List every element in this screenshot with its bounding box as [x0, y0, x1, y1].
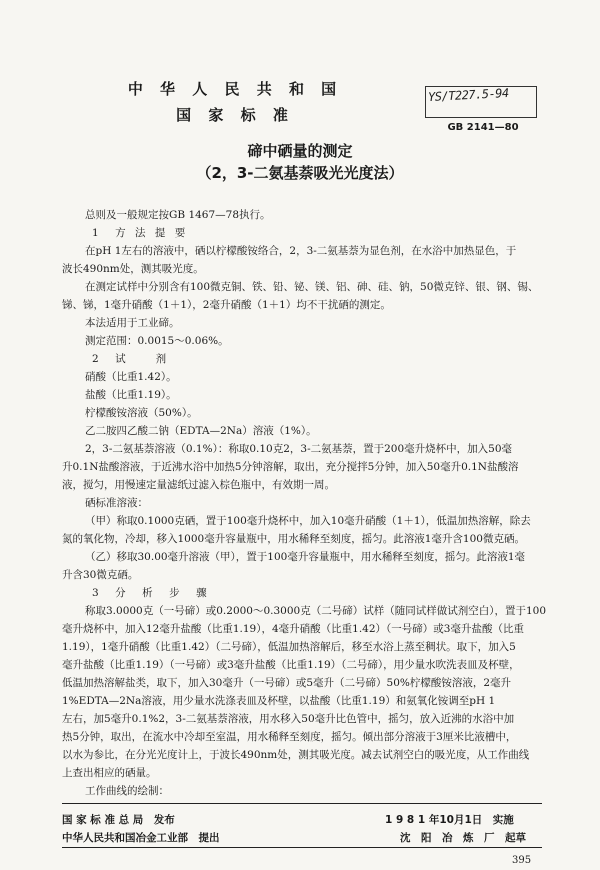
reagent-item: 硝酸（比重1.42）。 — [85, 371, 177, 383]
footer-implement-date: 1 9 8 1 年10月1日 实施 — [385, 814, 514, 826]
body-line: 1.19），1毫升硝酸（比重1.42）（二号碲），低温加热溶解后，移至水浴上蒸至稠状。取下，加入5 — [62, 641, 516, 653]
reagent-item: 乙二胺四乙酸二钠（EDTA—2Na）溶液（1%）。 — [85, 425, 317, 437]
body-line: 毫升烧杯中，加入12毫升盐酸（比重1.19），4毫升硝酸（比重1.42）（一号碲）或3毫升盐酸（比重 — [62, 623, 524, 635]
body-line: 左右，加5毫升0.1%2，3-二氨基萘溶液，用水移入50毫升比色管中，摇匀，放入近沸的水浴中加 — [62, 713, 515, 725]
handwritten-standard-code: YS/T227.5-94 — [427, 85, 510, 105]
footer-rule-top — [62, 803, 542, 804]
section-heading-method-summary: 1 方 法 提 要 — [92, 227, 189, 239]
document-subtitle: （2，3-二氨基萘吸光光度法） — [196, 164, 404, 182]
reagent-item: 2，3-二氨基萘溶液（0.1%）：称取0.10克2，3-二氨基萘，置于200毫升烧杯中，加入50毫 — [85, 443, 513, 455]
body-line: 1%EDTA—2Na溶液，用少量水洗涤表皿及杯壁，以盐酸（比重1.19）和氨氧化铵调至pH 1 — [62, 695, 496, 707]
gb-standard-number: GB 2141—80 — [447, 122, 519, 133]
general-rule-line: 总则及一般规定按GB 1467—78执行。 — [85, 209, 271, 221]
body-line: 氮的氧化物，冷却，移入1000毫升容量瓶中，用水稀释至刻度，摇匀。此溶液1毫升含100微克硒。 — [62, 533, 525, 545]
body-line: 升0.1N盐酸溶液，于近沸水浴中加热5分钟溶解，取出，充分搅拌5分钟，加入50毫升0.1N盐酸溶 — [62, 461, 519, 473]
section-heading-procedure: 3 分 析 步 骤 — [92, 587, 210, 599]
measurement-range: 测定范围：0.0015～0.06%。 — [85, 335, 229, 347]
page-number: 395 — [512, 855, 532, 866]
document-title: 碲中硒量的测定 — [247, 142, 353, 160]
body-line: 工作曲线的绘制： — [85, 785, 169, 797]
body-line: 在pH 1左右的溶液中，硒以柠檬酸铵络合，2，3-二氨基萘为显色剂，在水浴中加热显色，于 — [85, 245, 517, 257]
reagent-item: 硒标准溶液： — [85, 497, 148, 509]
body-line: 称取3.0000克（一号碲）或0.2000～0.3000克（二号碲）试样（随同试样做试剂空白），置于100 — [85, 605, 547, 617]
body-line: 热5分钟，取出，在流水中冷却至室温，用水稀释至刻度，摇匀。倾出部分溶液于3厘米比液槽中， — [62, 731, 517, 743]
footer-proposer: 中华人民共和国冶金工业部 提出 — [62, 832, 220, 844]
body-line: （甲）称取0.1000克硒，置于100毫升烧杯中，加入10毫升硝酸（1＋1），低温加热溶解，除去 — [85, 515, 531, 527]
body-line: 上查出相应的硒量。 — [62, 767, 157, 779]
section-heading-reagents: 2 试 剂 — [92, 353, 170, 365]
body-line: （乙）移取30.00毫升溶液（甲），置于100毫升容量瓶中，用水稀释至刻度，摇匀。此溶液1毫 — [85, 551, 526, 563]
body-line: 本法适用于工业碲。 — [85, 317, 180, 329]
header-standard-type: 国 家 标 准 — [176, 106, 294, 124]
header-country: 中 华 人 民 共 和 国 — [127, 80, 343, 98]
reagent-item: 盐酸（比重1.19）。 — [85, 389, 177, 401]
body-line: 波长490nm处，测其吸光度。 — [62, 263, 204, 275]
body-line: 升含30微克硒。 — [62, 569, 139, 581]
body-line: 毫升盐酸（比重1.19）（一号碲）或3毫升盐酸（比重1.19）（二号碲），用少量水吹洗表皿及杯壁， — [62, 659, 520, 671]
body-line: 以水为参比，在分光光度计上，于波长490nm处，测其吸光度。减去试剂空白的吸光度，从工作曲线 — [62, 749, 530, 761]
body-line: 液，搅匀，用慢速定量滤纸过滤入棕色瓶中，有效期一周。 — [62, 479, 335, 491]
body-line: 在测定试样中分别含有100微克铜、铁、铅、铋、镁、铝、砷、硅、钠，50微克锌、银、钢、锡、 — [85, 281, 539, 293]
footer-drafter: 沈 阳 冶 炼 厂 起草 — [400, 832, 526, 844]
footer-rule-bottom — [62, 847, 542, 848]
body-line: 低温加热溶解盐类，取下，加入30毫升（一号碲）或5毫升（二号碲）50%柠檬酸铵溶液，2毫升 — [62, 677, 512, 689]
footer-publisher: 国 家 标 准 总 局 发布 — [62, 814, 175, 826]
body-line: 锑、锑，1毫升硝酸（1＋1），2毫升硝酸（1＋1）均不干扰硒的测定。 — [62, 299, 391, 311]
reagent-item: 柠檬酸铵溶液（50%）。 — [85, 407, 198, 419]
